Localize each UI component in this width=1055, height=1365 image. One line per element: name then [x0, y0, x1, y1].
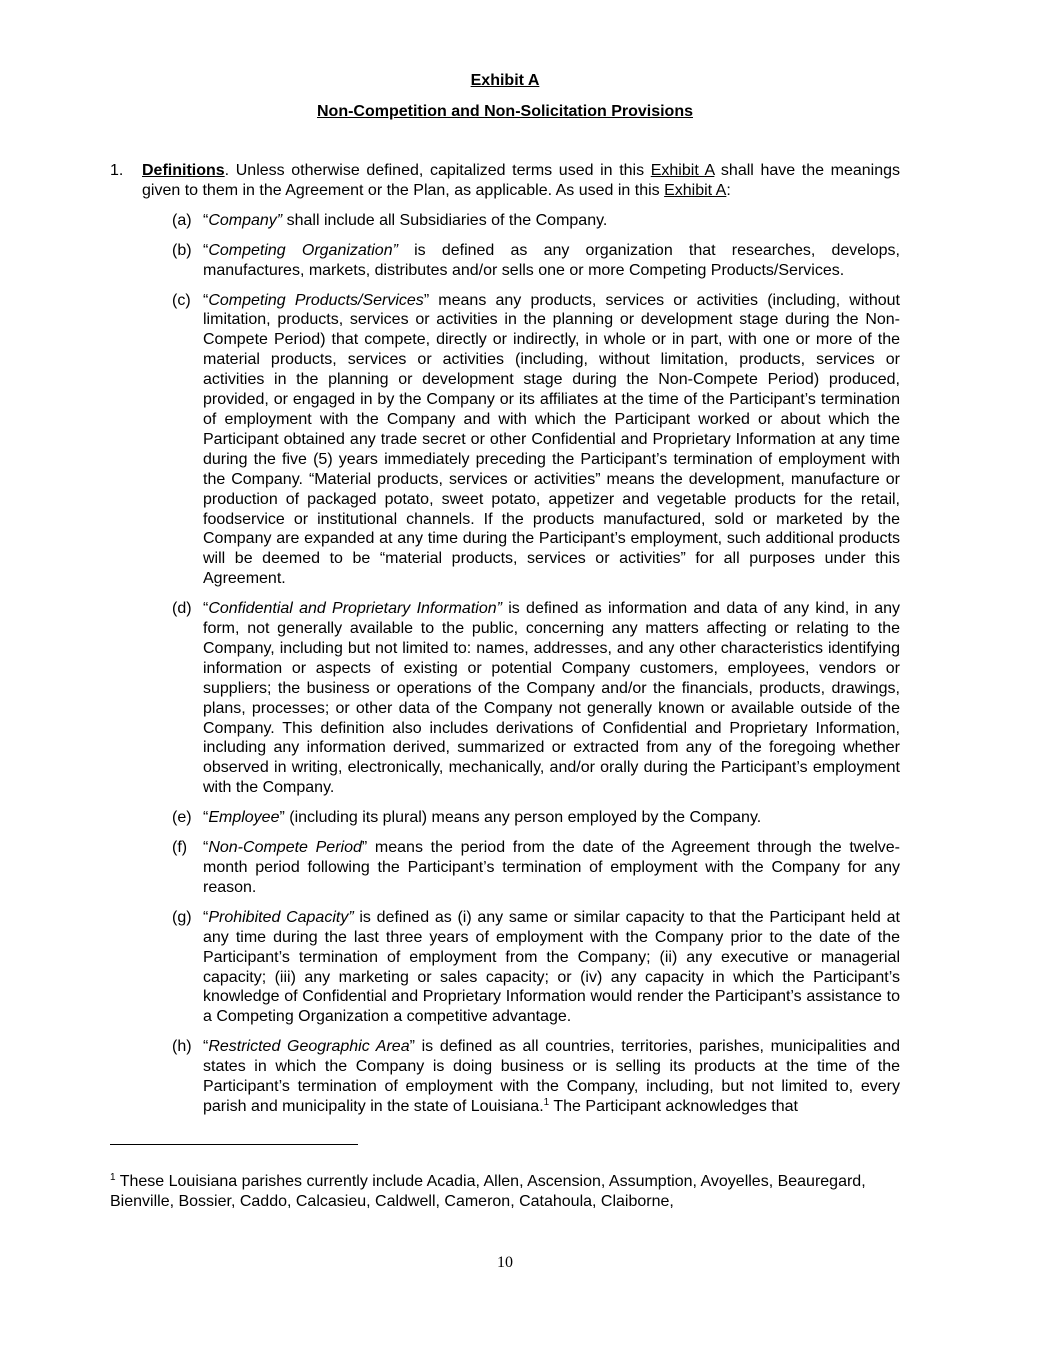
definition-item	[110, 599, 900, 798]
quote-mark: “	[203, 241, 209, 259]
definition-list	[110, 211, 900, 1117]
intro-text: shall have the meanings given to them in the Agreement or the Plan, as applicable. As used in this	[142, 162, 901, 199]
quote-mark: ”	[279, 809, 285, 827]
defined-term: Employee	[208, 809, 280, 827]
quote-mark: “	[203, 1038, 209, 1056]
definitions-section	[110, 161, 900, 1127]
item-label: (f)	[172, 839, 188, 857]
quote-mark: ”	[409, 1038, 415, 1056]
definition-text: is defined as any organization that researches, develops, manufactures, markets, distributes and/or sells one or more Competing Products/Services.	[203, 241, 901, 279]
section-title: Definitions	[142, 162, 225, 179]
page-number: 10	[497, 1254, 513, 1271]
definition-item	[110, 291, 900, 590]
definition-text: means the period from the date of the Agreement through the twelve-month period following the Participant’s termination of employment with the Company for any reason.	[203, 839, 901, 896]
definition-item	[110, 241, 900, 281]
item-label: (c)	[172, 291, 191, 309]
footnote-separator	[110, 1144, 358, 1145]
item-label: (h)	[172, 1038, 192, 1056]
item-label: (e)	[172, 809, 192, 827]
quote-mark: “	[203, 291, 209, 309]
definition-text: is defined as all countries, territories, parishes, municipalities and states in which the Company is doing business or is selling its products at the time of the Participant’s termination of employment with the Company, including, but not limited to, every parish and municipality in the state of Louisiana.	[203, 1038, 901, 1115]
defined-term: Restricted Geographic Area	[208, 1038, 410, 1056]
definition-item	[110, 1037, 900, 1117]
exhibit-reference: Exhibit A	[650, 162, 715, 179]
section-intro	[110, 161, 900, 201]
item-label: (a)	[172, 211, 192, 229]
exhibit-subtitle: Non-Competition and Non-Solicitation Provisions	[317, 103, 693, 120]
footnote-reference: 1	[543, 1096, 550, 1108]
definition-text: (including its plural) means any person employed by the Company.	[284, 809, 762, 827]
defined-term: Prohibited Capacity”	[208, 908, 354, 926]
definition-text: shall include all Subsidiaries of the Company.	[282, 211, 608, 229]
definition-text: is defined as information and data of any kind, in any form, not generally available to the public, concerning any matters affecting or relating to the Company, including but not limited to: names, addresses, and any other characteristics identifying information or aspects of existing or potential Company customers, employees, vendors or suppliers; the business or operations of the Company and/or the financials, products, drawings, plans, processes; or other data of the Company not generally known or available outside of the Company. This definition also includes derivations of Confidential and Proprietary Information, including any information derived, summarized or extracted from any of the foregoing whether observed in writing, electronically, mechanically, and/or orally during the Participant’s employment with the Company.	[203, 600, 901, 797]
definition-item	[110, 211, 900, 231]
quote-mark: “	[203, 839, 209, 857]
item-label: (b)	[172, 241, 192, 259]
section-number: 1.	[110, 162, 124, 179]
exhibit-title: Exhibit A	[470, 72, 540, 89]
item-label: (d)	[172, 600, 192, 618]
defined-term: Non-Compete Period	[208, 839, 362, 857]
intro-text: :	[726, 181, 731, 199]
quote-mark: ”	[361, 839, 368, 857]
quote-mark: ”	[423, 291, 430, 309]
quote-mark: “	[203, 600, 209, 618]
quote-mark: “	[203, 809, 209, 827]
item-label: (g)	[172, 908, 192, 926]
intro-text: . Unless otherwise defined, capitalized terms used in this	[224, 162, 651, 179]
defined-term: Competing Organization”	[208, 241, 398, 259]
definition-text: The Participant acknowledges that	[549, 1097, 798, 1115]
quote-mark: “	[203, 908, 209, 926]
exhibit-reference: Exhibit A	[664, 181, 727, 199]
defined-term: Company”	[208, 211, 283, 229]
definition-item	[110, 838, 900, 898]
defined-term: Competing Products/Services	[208, 291, 424, 309]
footnote-marker: 1	[110, 1172, 116, 1183]
definition-item	[110, 908, 900, 1027]
definition-text: is defined as (i) any same or similar capacity to that the Participant held at any time during the last three years of employment with the Company prior to the date of the Participant’s termination of employment from the Company; (ii) any executive or managerial capacity; (iii) any marketing or sales capacity; or (iv) any capacity in which the Participant’s knowledge of Confidential and Proprietary Information would render the Participant’s assistance to a Competing Organization a competitive advantage.	[203, 908, 901, 1026]
defined-term: Confidential and Proprietary Information”	[208, 600, 502, 618]
quote-mark: “	[203, 211, 209, 229]
footnote	[110, 1172, 900, 1212]
definition-item	[110, 808, 900, 828]
definition-text: means any products, services or activities (including, without limitation, products, services or activities in the planning or development stage during the Non-Compete Period) that compete, directly or indirectly, in whole or in part, with one or more of the material products, services or activities (including, without limitation, products, services or activities in the planning or development stage during the Non-Compete Period) produced, provided, or engaged in by the Company or its affiliates at the time of the Participant’s termination of employment with the Company and with which the Participant worked or about which the Participant obtained any trade secret or other Confidential and Proprietary Information at any time during the five (5) years immediately preceding the Participant’s termination of employment with the Company. “Material products, services or activities” means the development, manufacture or production of packaged potato, sweet potato, appetizer and vegetable products for the retail, foodservice or institutional channels. If the products manufactured, sold or marketed by the Company are expanded at any time during the Participant’s employment, such additional products will be deemed to be “material products, services or activities” for all purposes under this Agreement.	[203, 291, 900, 588]
footnote-text: These Louisiana parishes currently include Acadia, Allen, Ascension, Assumption, Avoyelles, Beauregard, Bienville, Bossier, Caddo, Calcasieu, Caldwell, Cameron, Catahoula, Claiborne,	[110, 1173, 866, 1210]
